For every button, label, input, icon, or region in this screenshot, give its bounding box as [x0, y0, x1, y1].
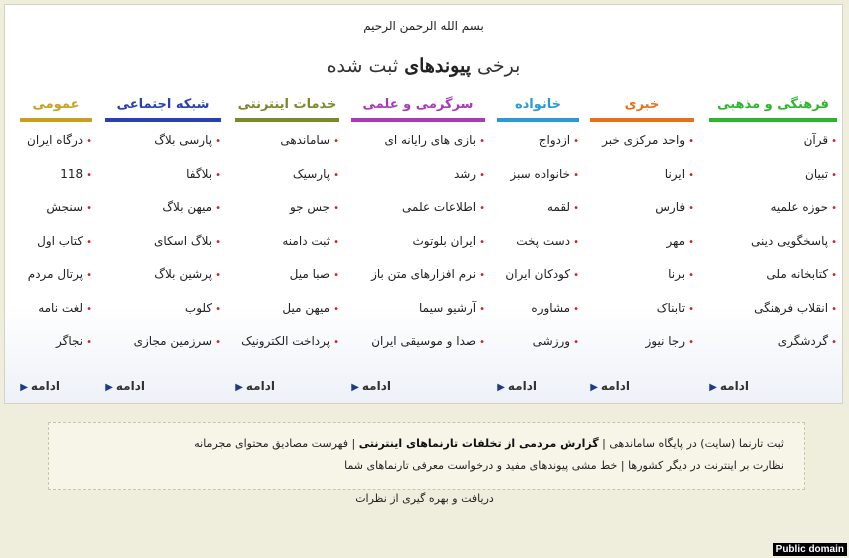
link-label: ثبت دامنه [282, 233, 331, 248]
bullet-icon: • [215, 270, 221, 281]
link-label: ایران بلوتوث [412, 233, 477, 248]
page-title [5, 55, 842, 77]
link-item[interactable] [20, 197, 92, 231]
bullet-icon: • [573, 236, 579, 248]
link-label: پرشین بلاگ [154, 267, 213, 281]
more-link[interactable] [20, 379, 60, 393]
link-item[interactable] [497, 164, 579, 198]
links-panel [4, 4, 843, 404]
link-item[interactable] [590, 264, 694, 298]
link-label: مشاوره [531, 300, 571, 315]
link-label: قرآن [803, 133, 829, 147]
link-label: لقمه [546, 200, 571, 214]
link-label: کلوب [184, 300, 213, 315]
footer-line-1 [69, 433, 784, 455]
bullet-icon: • [573, 270, 579, 281]
link-item[interactable] [235, 130, 339, 164]
link-item[interactable] [497, 298, 579, 332]
bullet-icon: • [215, 203, 221, 214]
link-label: میهن بلاگ [162, 200, 213, 214]
link-label: بازی های رایانه ای [384, 133, 477, 147]
register-site-link[interactable]: ثبت تارنما (سایت) در پایگاه ساماندهی [609, 437, 784, 450]
link-item[interactable] [590, 331, 694, 365]
more-link[interactable] [351, 379, 391, 393]
link-label: بلاگفا [186, 166, 213, 181]
link-label: رشد [453, 166, 477, 181]
link-item[interactable] [497, 197, 579, 231]
bullet-icon: • [86, 270, 92, 281]
link-item[interactable] [20, 264, 92, 298]
bullet-icon: • [86, 169, 92, 181]
link-item[interactable] [351, 130, 485, 164]
bullet-icon: • [215, 136, 221, 147]
link-label: انقلاب فرهنگی [754, 300, 829, 315]
link-label: ازدواج [538, 133, 571, 147]
link-label: حوزه علمیه [770, 200, 829, 214]
arrow-right-icon: ▶ [709, 382, 717, 393]
basmala-text: بسم الله الرحمن الرحیم [363, 19, 484, 33]
link-label: پارسی بلاگ [154, 133, 213, 147]
column-header[interactable]: سرگرمی و علمی [351, 97, 485, 122]
bullet-icon: • [86, 136, 92, 147]
link-label: اطلاعات علمی [402, 200, 477, 214]
bullet-icon: • [479, 203, 485, 214]
link-label: 118 [60, 166, 84, 181]
link-label: سنجش [46, 200, 84, 214]
column-header[interactable]: عمومی [20, 97, 92, 122]
useful-links-policy-link[interactable]: خط مشی پیوندهای مفید و درخواست معرفی تارنماهای شما [344, 459, 618, 472]
link-label: پارسیک [292, 166, 331, 181]
link-item[interactable] [497, 264, 579, 298]
link-item[interactable] [20, 298, 92, 332]
column-header[interactable]: خانواده [497, 97, 579, 122]
link-item[interactable] [709, 298, 837, 332]
link-item[interactable] [105, 164, 221, 198]
criminal-content-list-link[interactable]: فهرست مصادیق محتوای مجرمانه [194, 437, 348, 450]
more-label: ادامه [507, 379, 537, 393]
link-item[interactable] [20, 231, 92, 265]
link-label: واحد مرکزی خبر [602, 133, 686, 147]
bullet-icon: • [688, 270, 694, 281]
link-label: آرشیو سیما [419, 300, 477, 315]
bullet-icon: • [86, 337, 92, 348]
link-label: کودکان ایران [505, 267, 571, 281]
link-label: مهر [666, 233, 686, 248]
link-item[interactable] [235, 298, 339, 332]
bullet-icon: • [688, 337, 694, 348]
bullet-icon: • [479, 337, 485, 348]
link-item[interactable] [497, 231, 579, 265]
link-label: فارس [655, 200, 686, 214]
link-item[interactable] [235, 231, 339, 265]
link-label: سرزمین مجازی [133, 334, 213, 348]
arrow-right-icon: ▶ [105, 382, 113, 393]
footer-links-box [48, 422, 805, 490]
arrow-right-icon: ▶ [351, 382, 359, 393]
link-item[interactable] [709, 197, 837, 231]
link-label: رجا نیوز [645, 334, 686, 348]
link-label: جس جو [289, 200, 331, 214]
link-item[interactable] [20, 331, 92, 365]
link-item[interactable] [351, 197, 485, 231]
more-link[interactable] [497, 379, 537, 393]
more-link[interactable] [235, 379, 275, 393]
more-label: ادامه [30, 379, 60, 393]
link-label: لغت نامه [38, 300, 84, 315]
link-item[interactable] [105, 331, 221, 365]
link-columns [17, 97, 837, 397]
link-label: میهن میل [282, 300, 331, 315]
link-item[interactable] [709, 130, 837, 164]
bullet-icon: • [215, 303, 221, 315]
link-item[interactable] [590, 164, 694, 198]
more-link[interactable] [590, 379, 630, 393]
link-label: پرتال مردم [27, 267, 84, 281]
link-label: برنا [668, 267, 686, 281]
link-label: صدا و موسیقی ایران [371, 334, 477, 348]
more-link[interactable] [105, 379, 145, 393]
bullet-icon: • [333, 136, 339, 147]
separator: | [351, 437, 356, 450]
link-label: بلاگ اسکای [153, 233, 213, 248]
link-item[interactable] [351, 164, 485, 198]
link-label: کتاب اول [37, 233, 84, 248]
bullet-icon: • [333, 236, 339, 248]
bullet-icon: • [831, 136, 837, 147]
link-label: گردشگری [777, 334, 829, 348]
link-item[interactable] [105, 264, 221, 298]
arrow-right-icon: ▶ [590, 382, 598, 393]
bullet-icon: • [333, 169, 339, 181]
link-item[interactable] [105, 231, 221, 265]
arrow-right-icon: ▶ [497, 382, 505, 393]
link-item[interactable] [105, 197, 221, 231]
separator: | [620, 459, 625, 472]
bullet-icon: • [215, 337, 221, 348]
more-label: ادامه [719, 379, 749, 393]
title-suffix: ثبت شده [326, 55, 399, 77]
column-header[interactable]: خدمات اینترنتی [235, 97, 339, 122]
link-label: تبیان [805, 166, 829, 181]
link-label: ساماندهی [280, 133, 331, 147]
bullet-icon: • [831, 236, 837, 248]
bullet-icon: • [573, 169, 579, 181]
footer-line-2 [69, 455, 784, 477]
bullet-icon: • [479, 236, 485, 248]
link-item[interactable] [590, 231, 694, 265]
more-link[interactable] [709, 379, 749, 393]
bullet-icon: • [333, 303, 339, 315]
link-item[interactable] [709, 164, 837, 198]
link-label: پاسخگویی دینی [751, 233, 829, 248]
bullet-icon: • [573, 203, 579, 214]
link-item[interactable] [351, 231, 485, 265]
bullet-icon: • [86, 203, 92, 214]
bullet-icon: • [573, 303, 579, 315]
link-item[interactable] [590, 197, 694, 231]
bullet-icon: • [831, 270, 837, 281]
bullet-icon: • [831, 203, 837, 214]
column-header[interactable]: شبکه اجتماعی [105, 97, 221, 122]
link-column [590, 97, 694, 365]
link-item[interactable] [590, 130, 694, 164]
link-column [105, 97, 221, 365]
link-item[interactable] [105, 298, 221, 332]
link-item[interactable] [20, 164, 92, 198]
report-violations-link[interactable]: تخلفات تارنماهای اینترنتی [358, 437, 502, 450]
link-column [709, 97, 837, 365]
link-item[interactable] [709, 264, 837, 298]
link-label: نرم افزارهای متن باز [371, 267, 477, 281]
title-prefix: برخی [477, 55, 521, 77]
arrow-right-icon: ▶ [20, 382, 28, 393]
separator: | [602, 437, 606, 450]
bullet-icon: • [479, 303, 485, 315]
link-label: درگاه ایران [27, 133, 84, 147]
link-item[interactable] [497, 331, 579, 365]
link-item[interactable] [497, 130, 579, 164]
link-label: ورزشی [532, 334, 571, 348]
more-label: ادامه [600, 379, 630, 393]
bullet-icon: • [333, 270, 339, 281]
link-label: نجاگر [56, 334, 84, 348]
link-item[interactable] [105, 130, 221, 164]
link-item[interactable] [235, 197, 339, 231]
link-item[interactable] [20, 130, 92, 164]
bullet-icon: • [479, 169, 485, 181]
link-column [351, 97, 485, 365]
bullet-icon: • [215, 236, 221, 248]
column-header[interactable]: فرهنگی و مذهبی [709, 97, 837, 122]
link-item[interactable] [351, 264, 485, 298]
bullet-icon: • [86, 236, 92, 248]
link-label: تابناک [656, 300, 686, 315]
link-item[interactable] [351, 298, 485, 332]
link-column [20, 97, 92, 365]
link-item[interactable] [590, 298, 694, 332]
link-label: دست پخت [516, 233, 571, 248]
more-label: ادامه [115, 379, 145, 393]
bullet-icon: • [573, 136, 579, 147]
link-item[interactable] [235, 264, 339, 298]
link-column [235, 97, 339, 365]
bullet-icon: • [688, 303, 694, 315]
link-label: ایرنا [664, 166, 686, 181]
bullet-icon: • [688, 169, 694, 181]
public-domain-badge: Public domain [773, 543, 847, 556]
bullet-icon: • [688, 136, 694, 147]
link-item[interactable] [709, 231, 837, 265]
link-item[interactable] [351, 331, 485, 365]
bullet-icon: • [479, 270, 485, 281]
link-label: صبا میل [289, 267, 331, 281]
link-column [497, 97, 579, 365]
bullet-icon: • [831, 337, 837, 348]
bullet-icon: • [479, 136, 485, 147]
bullet-icon: • [86, 303, 92, 315]
bullet-icon: • [831, 169, 837, 181]
bullet-icon: • [688, 236, 694, 248]
bullet-icon: • [333, 203, 339, 214]
link-label: خانواده سبز [510, 166, 571, 181]
report-link-prefix[interactable]: گزارش مردمی از [505, 437, 599, 450]
more-label: ادامه [245, 379, 275, 393]
more-label: ادامه [361, 379, 391, 393]
link-label: پرداخت الکترونیک [241, 334, 331, 348]
link-item[interactable] [709, 331, 837, 365]
link-item[interactable] [235, 164, 339, 198]
title-bold: پیوندهای [404, 55, 471, 77]
column-header[interactable]: خبری [590, 97, 694, 122]
bullet-icon: • [333, 337, 339, 348]
bullet-icon: • [688, 203, 694, 214]
internet-monitoring-link[interactable]: نظارت بر اینترنت در دیگر کشورها [628, 459, 784, 472]
bullet-icon: • [831, 303, 837, 315]
arrow-right-icon: ▶ [235, 382, 243, 393]
feedback-link[interactable]: دریافت و بهره گیری از نظرات [355, 492, 494, 505]
bullet-icon: • [573, 337, 579, 348]
link-item[interactable] [235, 331, 339, 365]
bullet-icon: • [215, 169, 221, 181]
link-label: کتابخانه ملی [766, 267, 829, 281]
